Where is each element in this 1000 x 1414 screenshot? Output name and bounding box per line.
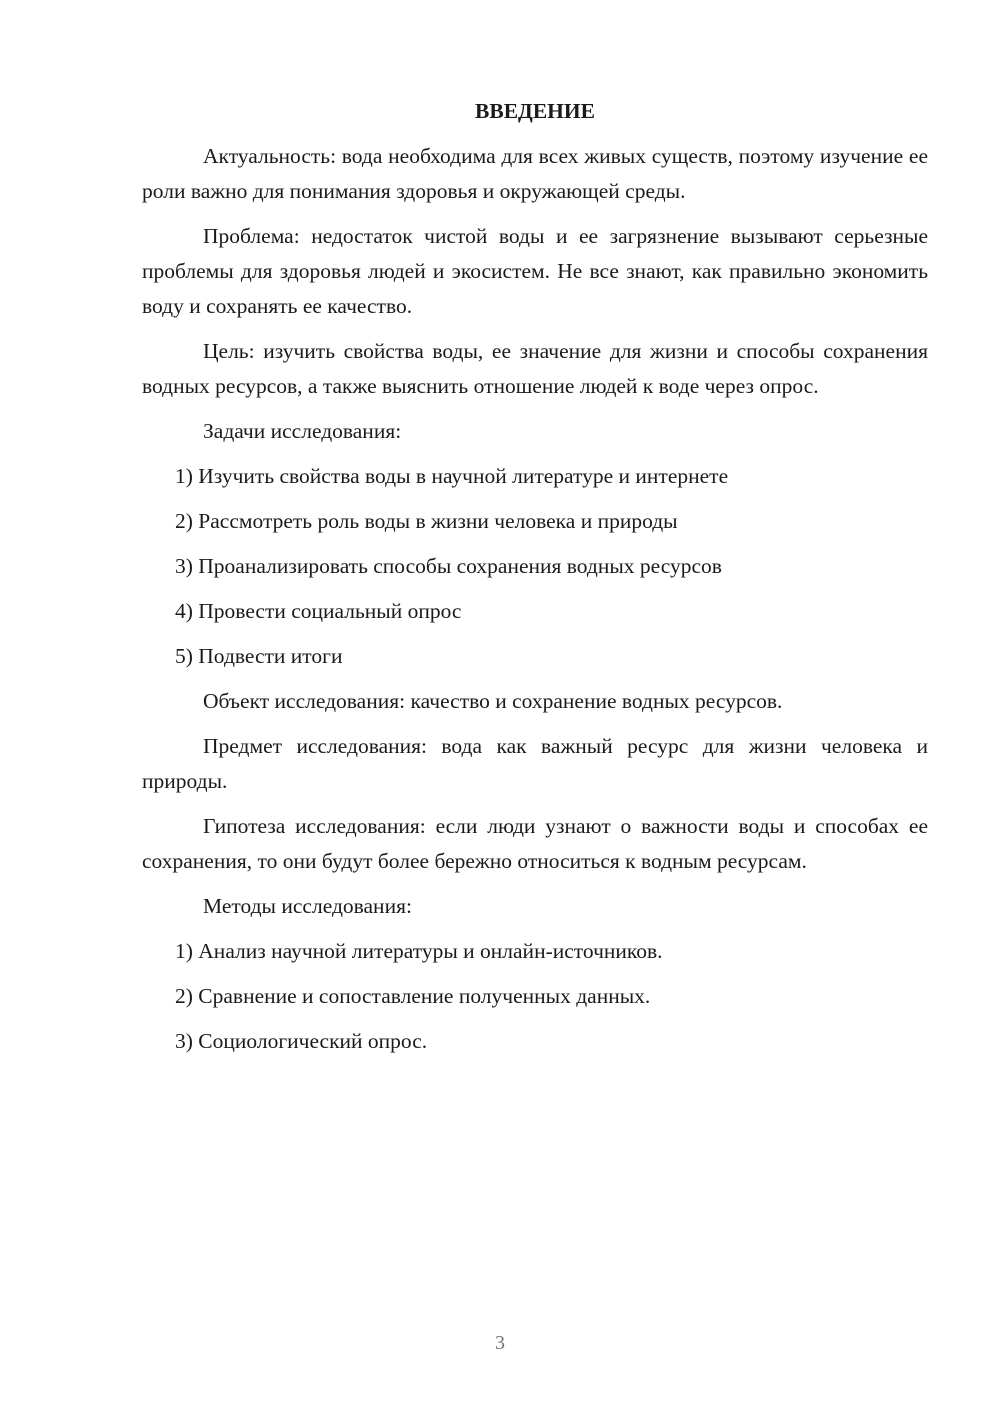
methods-heading: Методы исследования:: [203, 894, 412, 918]
goal-paragraph: Цель: изучить свойства воды, ее значение для жизни и способы сохранения водных ресурсов, а также выяснить отношение людей к воде через опрос.: [142, 339, 928, 398]
method-item: 3) Социологический опрос.: [175, 1029, 428, 1053]
task-item: 4) Провести социальный опрос: [175, 599, 462, 623]
subject-paragraph: Предмет исследования: вода как важный ресурс для жизни человека и природы.: [142, 734, 928, 793]
object-paragraph: Объект исследования: качество и сохранение водных ресурсов.: [203, 689, 783, 713]
method-item: 2) Сравнение и сопоставление полученных данных.: [175, 984, 651, 1008]
task-item: 2) Рассмотреть роль воды в жизни человека и природы: [175, 509, 678, 533]
tasks-list: [142, 459, 928, 674]
document-page: [142, 94, 928, 1069]
task-item: 1) Изучить свойства воды в научной литературе и интернете: [175, 464, 729, 488]
page-number: 3: [495, 1332, 505, 1354]
method-item: 1) Анализ научной литературы и онлайн-источников.: [175, 939, 663, 963]
hypothesis-paragraph: Гипотеза исследования: если люди узнают о важности воды и способах ее сохранения, то они будут более бережно относиться к водным ресурсам.: [142, 814, 928, 873]
methods-list: [142, 934, 928, 1059]
section-title: ВВЕДЕНИЕ: [475, 99, 595, 123]
task-item: 3) Проанализировать способы сохранения водных ресурсов: [175, 554, 722, 578]
tasks-heading: Задачи исследования:: [203, 419, 402, 443]
problem-paragraph: Проблема: недостаток чистой воды и ее загрязнение вызывают серьезные проблемы для здоровья людей и экосистем. Не все знают, как правильно экономить воду и сохранять ее качество.: [142, 224, 928, 318]
task-item: 5) Подвести итоги: [175, 644, 343, 668]
relevance-paragraph: Актуальность: вода необходима для всех живых существ, поэтому изучение ее роли важно для понимания здоровья и окружающей среды.: [142, 144, 928, 203]
